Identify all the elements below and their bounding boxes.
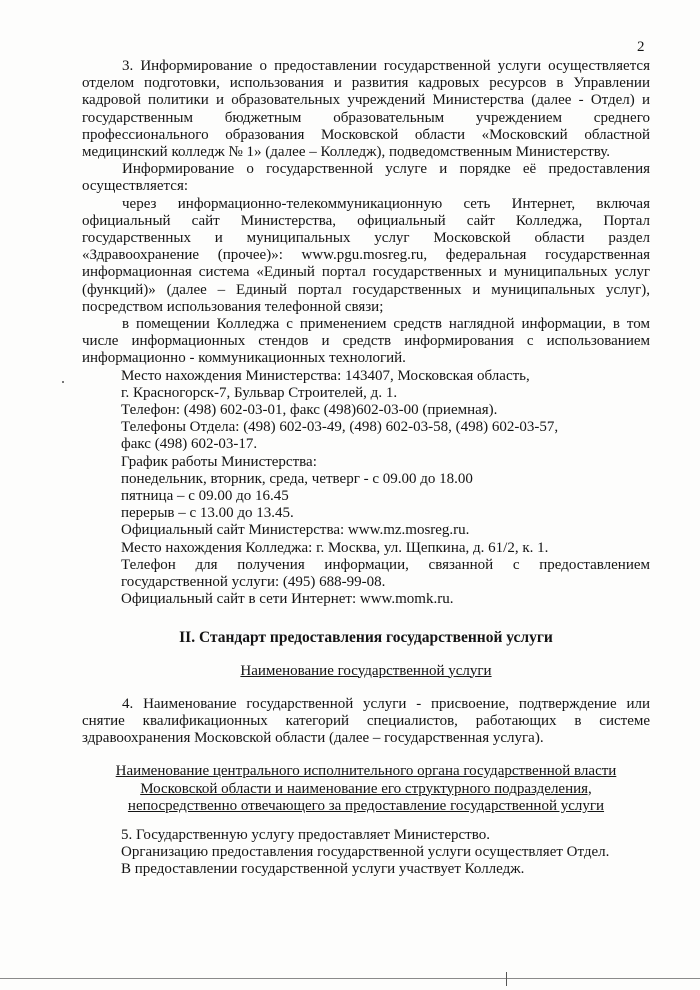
- section-2-heading: II. Стандарт предоставления государственной услуги: [179, 628, 553, 646]
- schedule-mon-thu: понедельник, вторник, среда, четверг - с 09.00 до 18.00: [121, 470, 473, 487]
- paragraph-internet-channels: через информационно-телекоммуникационную сеть Интернет, включая официальный сайт Министерства, официальный сайт Колледжа, Портал государственных и муниципальных услуг Московской области раздел «Здравоохранение (прочее)»: www.pgu.mosreg.ru, федеральная государственная информационная система «Единый портал государственных и муниципальных услуг (функций)» (далее – Единый портал государственных и муниципальных услуг), посредством использования телефонной связи;: [82, 195, 650, 315]
- schedule-title: График работы Министерства:: [121, 453, 317, 470]
- paragraph-informing-intro: Информирование о государственной услуге и порядке её предоставления осуществляется:: [82, 161, 650, 195]
- college-website: Официальный сайт в сети Интернет: www.momk.ru.: [121, 591, 454, 608]
- scan-bottom-tick: [506, 972, 507, 986]
- paragraph-college-premises: в помещении Колледжа с применением средств наглядной информации, в том числе информационных стендов и средств информирования с использованием информационно - коммуникационных технологий.: [82, 316, 650, 367]
- schedule-break: перерыв – с 13.00 до 13.45.: [121, 505, 294, 522]
- paragraph-5-line-2: Организацию предоставления государственной услуги осуществляет Отдел.: [121, 844, 610, 861]
- department-phones-line-2: факс (498) 602-03-17.: [121, 436, 258, 453]
- document-body: [82, 58, 650, 879]
- scan-speck: [62, 381, 64, 383]
- paragraph-5-line-1: 5. Государственную услугу предоставляет Министерство.: [121, 826, 490, 843]
- subheading-organ-line-2: Московской области и наименование его структурного подразделения,: [140, 780, 592, 797]
- department-phones-line-1: Телефоны Отдела: (498) 602-03-49, (498) 602-03-58, (498) 602-03-57,: [121, 419, 559, 436]
- subheading-service-name: Наименование государственной услуги: [240, 662, 492, 679]
- scan-bottom-rule: [0, 978, 700, 979]
- ministry-address-line-2: г. Красногорск-7, Бульвар Строителей, д. 1.: [121, 384, 398, 401]
- subheading-organ-line-1: Наименование центрального исполнительного органа государственной власти: [115, 763, 617, 780]
- paragraph-3-informing-body: 3. Информирование о предоставлении государственной услуги осуществляется отделом подготовки, использования и развития кадровых ресурсов в Управлении кадровой политики и образовательных учреждений Министерства (далее - Отдел) и государственным бюджетным образовательным учреждением среднего профессионального образования Московской области «Московский областной медицинский колледж № 1» (далее – Колледж), подведомственным Министерству.: [82, 58, 650, 161]
- paragraph-4-service-name: 4. Наименование государственной услуги - присвоение, подтверждение или снятие квалификационных категорий специалистов, работающих в системе здравоохранения Московской области (далее – государственная услуга).: [82, 695, 650, 747]
- page-number: 2: [637, 39, 645, 55]
- subheading-organ-line-3: непосредственно отвечающего за предоставление государственной услуги: [127, 797, 605, 814]
- ministry-address-line-1: Место нахождения Министерства: 143407, Московская область,: [121, 367, 530, 384]
- paragraph-5-line-3: В предоставлении государственной услуги участвует Колледж.: [121, 861, 525, 878]
- schedule-friday: пятница – с 09.00 до 16.45: [121, 488, 289, 505]
- college-address: Место нахождения Колледжа: г. Москва, ул. Щепкина, д. 61/2, к. 1.: [121, 539, 549, 556]
- ministry-phone: Телефон: (498) 602-03-01, факс (498)602-03-00 (приемная).: [121, 402, 498, 419]
- info-phone: Телефон для получения информации, связанной с предоставлением государственной услуги: (495) 688-99-08.: [121, 556, 650, 591]
- ministry-website: Официальный сайт Министерства: www.mz.mosreg.ru.: [121, 522, 470, 539]
